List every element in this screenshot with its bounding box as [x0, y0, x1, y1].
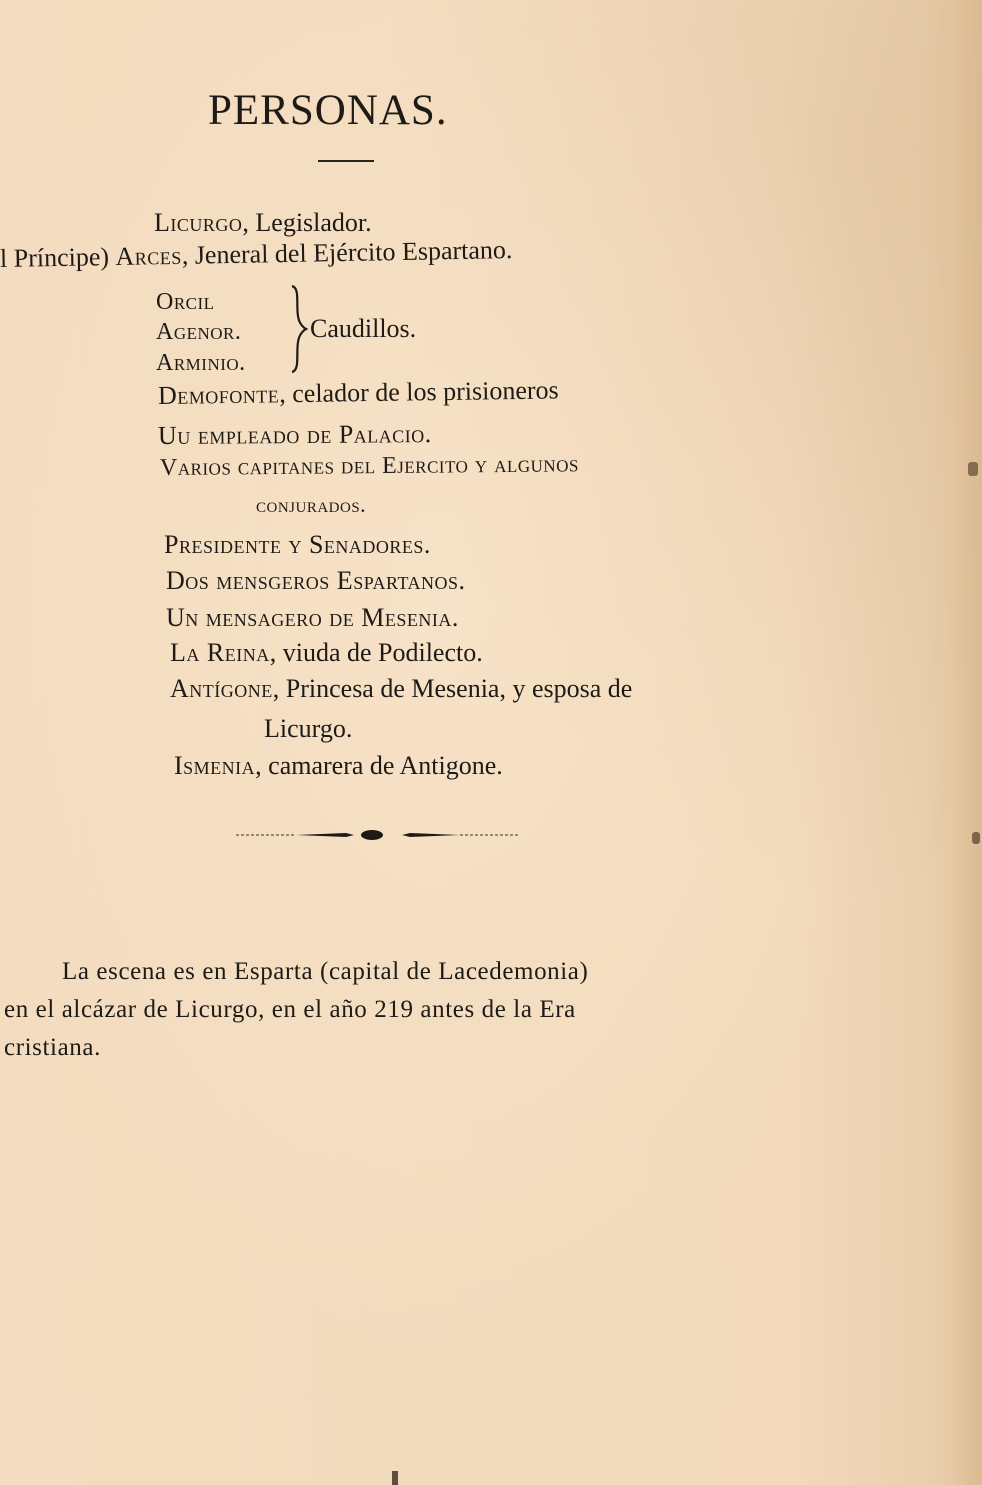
cast-entry-licurgo	[154, 210, 372, 236]
cast-entry-mensgeros: Dos mensgeros Espartanos.	[166, 566, 466, 595]
cast-entry-antigone-cont: Licurgo.	[264, 714, 353, 743]
setting-line-1: La escena es en Esparta (capital de Lacedemonia)	[62, 958, 589, 985]
page-edge-shadow	[952, 0, 982, 1485]
cast-entry-arminio: Arminio.	[156, 350, 246, 376]
title-rule	[318, 160, 374, 162]
cast-entry-varios: Varios capitanes del Ejercito y algunos	[159, 451, 579, 481]
character-desc: , camarera de Antigone.	[255, 751, 503, 780]
character-name: Ismenia	[174, 751, 256, 780]
group-desc-caudillos: Caudillos.	[310, 314, 417, 343]
cast-entry-orcil: Orcil	[156, 289, 215, 315]
character-name: Licurgo	[154, 208, 243, 237]
page-damage-mark	[968, 462, 978, 476]
character-desc: , Legislador.	[242, 208, 372, 237]
setting-line-3: cristiana.	[4, 1034, 101, 1061]
page-damage-mark	[392, 1471, 398, 1485]
cast-entry-ismenia	[174, 753, 503, 779]
cast-entry-arces	[0, 237, 513, 272]
cast-entry-reina	[170, 640, 483, 666]
character-name: La Reina	[170, 638, 270, 667]
cast-entry-antigone	[170, 676, 632, 702]
character-desc: , celador de los prisioneros	[279, 375, 559, 409]
setting-line-2: en el alcázar de Licurgo, en el año 219 antes de la Era	[4, 996, 576, 1023]
character-desc: , viuda de Podilecto.	[269, 638, 483, 667]
character-name: Antígone	[170, 674, 273, 703]
page-damage-mark	[972, 832, 980, 844]
character-name: Demofonte	[157, 379, 280, 410]
cast-entry-agenor: Agenor.	[156, 319, 242, 345]
cast-entry-demofonte	[158, 377, 559, 409]
character-name: Arces	[115, 240, 183, 271]
ornament-divider-icon	[236, 826, 520, 844]
character-prefix: l Príncipe)	[0, 242, 110, 273]
character-desc: , Jeneral del Ejército Espartano.	[181, 235, 513, 270]
cast-entry-conjurados: conjurados.	[256, 492, 367, 517]
brace-icon	[286, 284, 310, 374]
cast-entry-presidente: Presidente y Senadores.	[164, 530, 431, 559]
character-desc: , Princesa de Mesenia, y esposa de	[272, 674, 633, 703]
cast-entry-empleado: Uu empleado de Palacio.	[157, 419, 432, 450]
page-title: PERSONAS.	[208, 87, 448, 134]
cast-entry-mensagero: Un mensagero de Mesenia.	[166, 603, 459, 632]
